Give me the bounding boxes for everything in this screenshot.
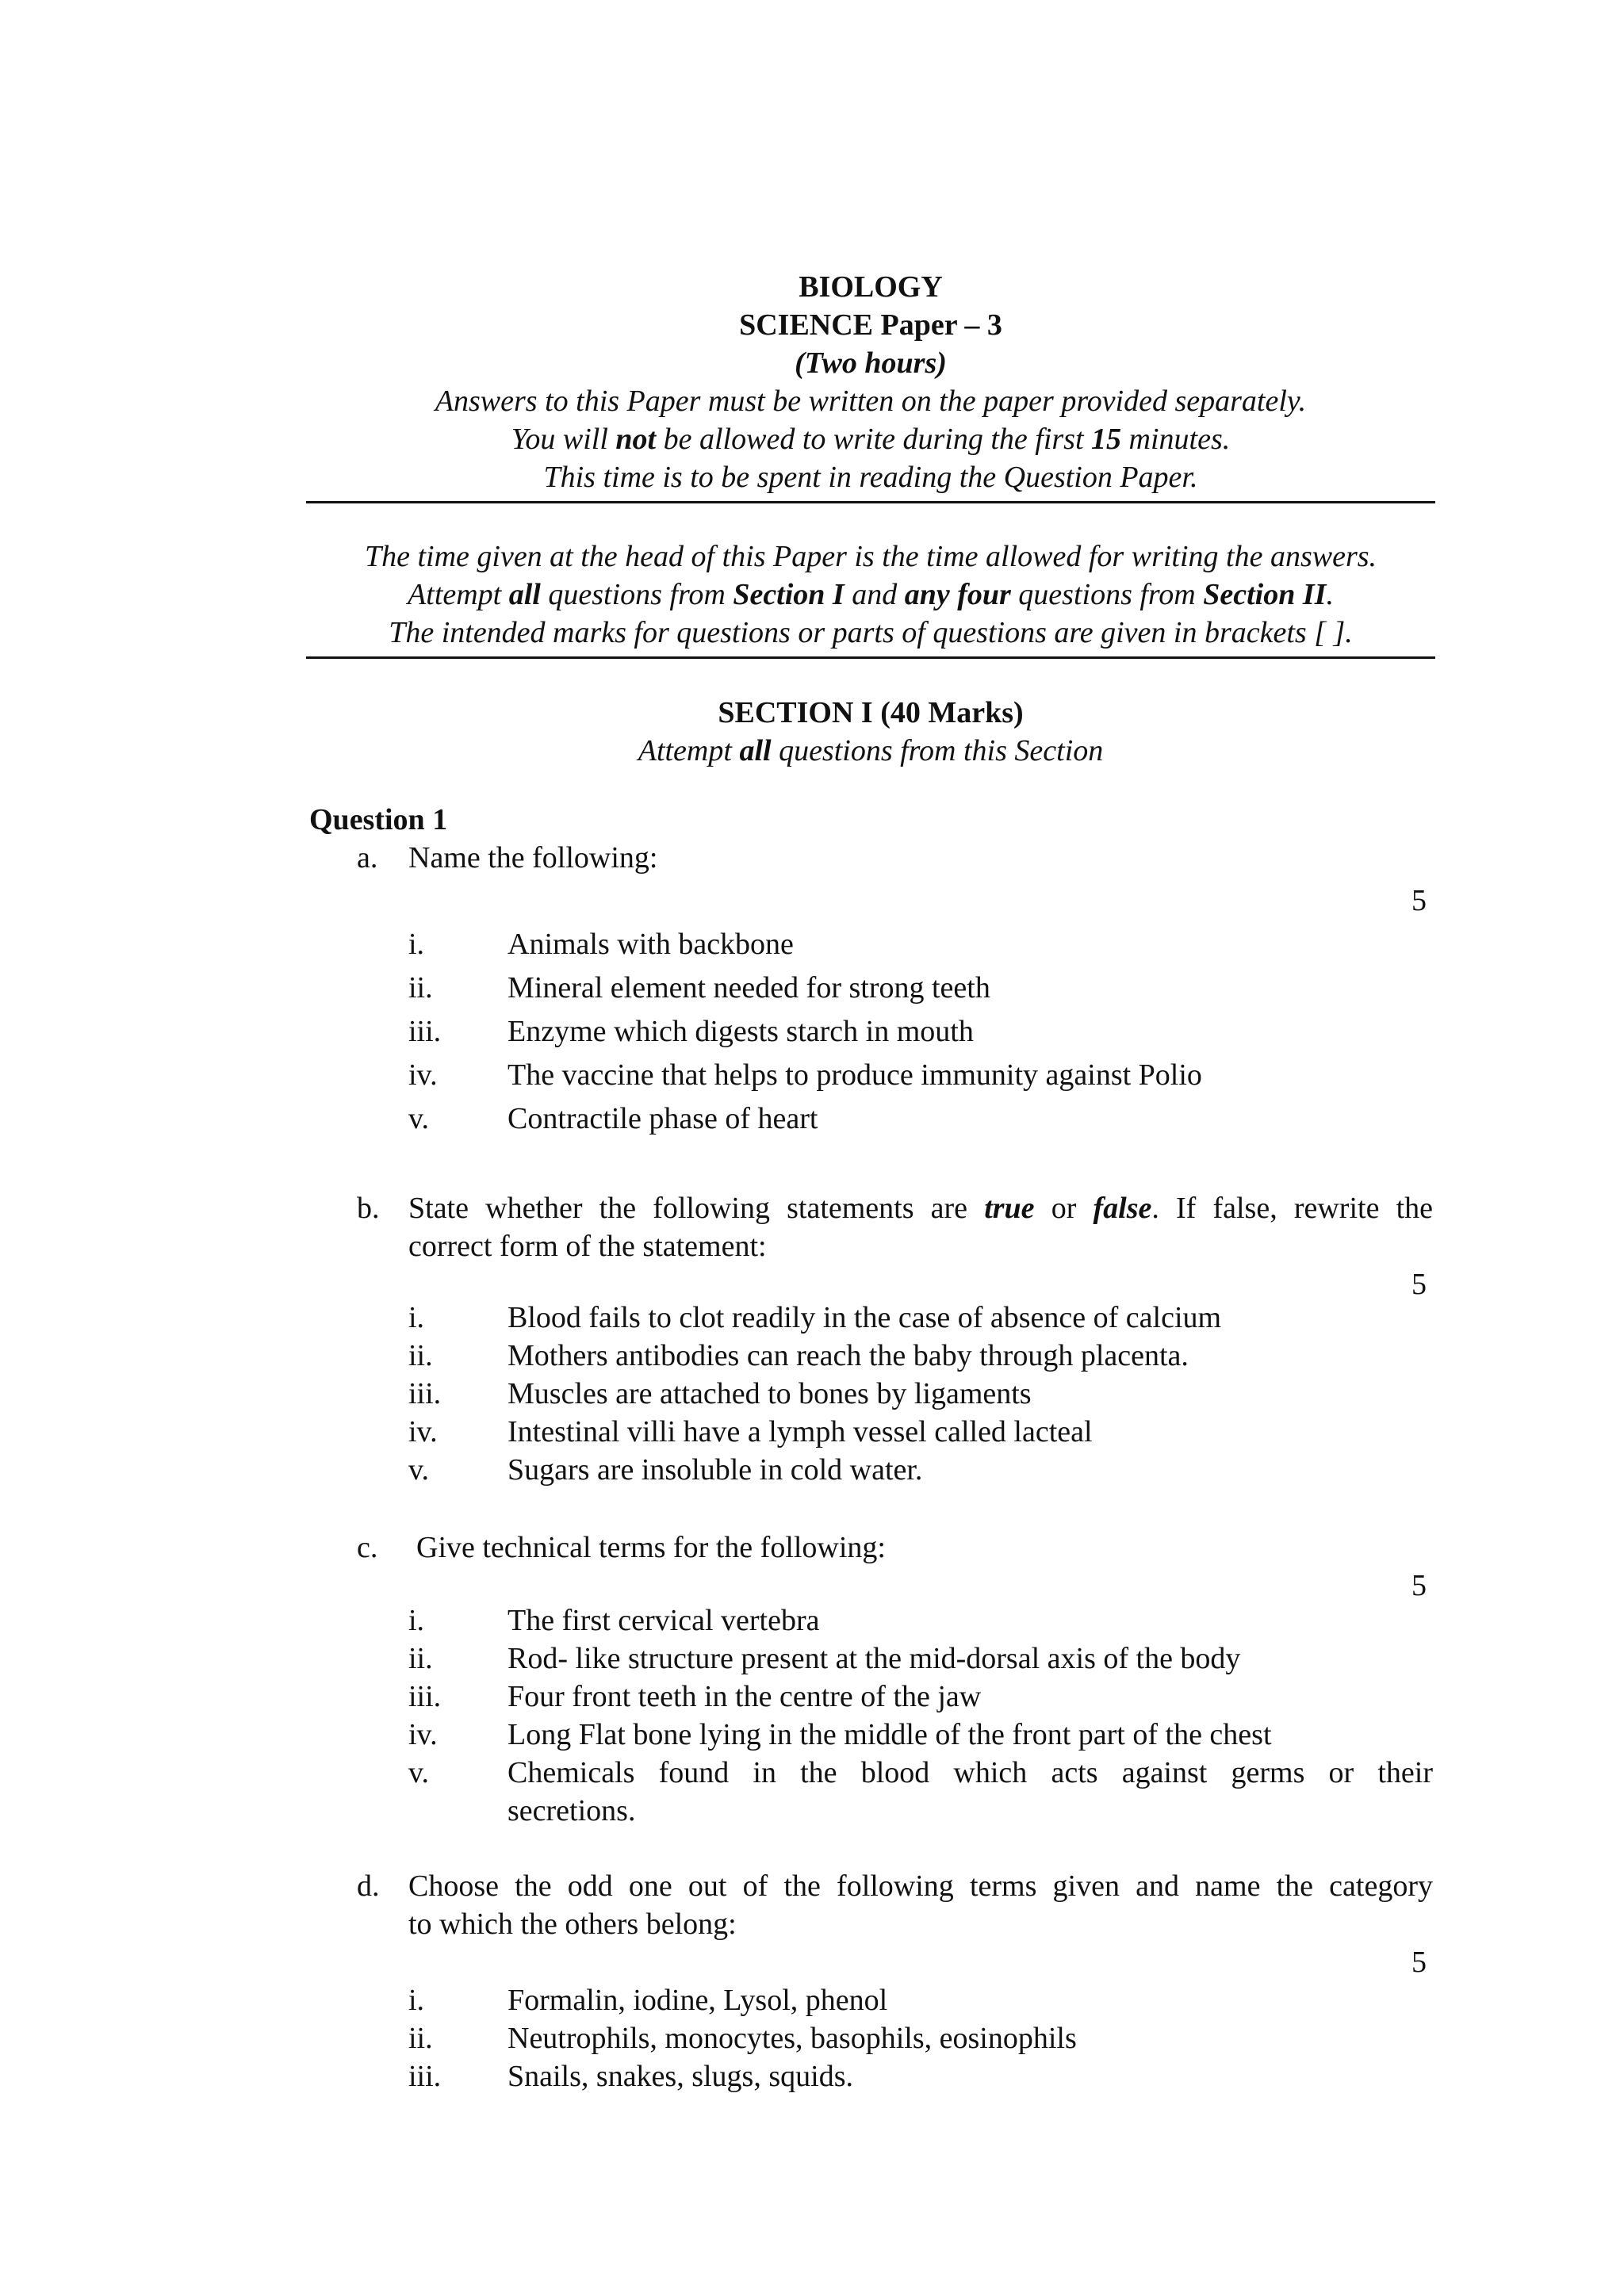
part-d-item-num: iii.: [408, 2060, 442, 2093]
question-title: Question 1: [309, 803, 448, 836]
part-b-item-num: v.: [408, 1453, 430, 1487]
part-a-item-text: Animals with backbone: [508, 928, 794, 961]
part-b-item-text: Muscles are attached to bones by ligaments: [508, 1377, 1032, 1410]
part-b-item-num: ii.: [408, 1339, 433, 1372]
part-c-item-num: iv.: [408, 1718, 438, 1751]
section-subtitle: Attempt all questions from this Section: [638, 734, 1104, 767]
note-line-1: The time given at the head of this Paper is the time allowed for writing the answers.: [364, 540, 1377, 573]
instruction-line-3: This time is to be spent in reading the Question Paper.: [543, 461, 1198, 494]
subject-title: BIOLOGY: [799, 270, 943, 304]
part-c-prompt: Give technical terms for the following:: [416, 1531, 886, 1564]
part-b-prompt-line-2: correct form of the statement:: [408, 1230, 767, 1263]
part-c-item-text: Rod- like structure present at the mid-dorsal axis of the body: [508, 1642, 1241, 1675]
header-divider-bottom: [306, 656, 1435, 659]
header-divider-top: [306, 501, 1435, 503]
part-c-item-num: i.: [408, 1604, 425, 1637]
part-a-item-text: Mineral element needed for strong teeth: [508, 971, 990, 1004]
part-c-item-text: Long Flat bone lying in the middle of the front part of the chest: [508, 1718, 1272, 1751]
part-b-item-text: Sugars are insoluble in cold water.: [508, 1453, 923, 1487]
part-d-item-num: i.: [408, 1984, 425, 2017]
part-a-item-num: iv.: [408, 1058, 438, 1092]
part-d-prompt-line-1: Choose the odd one out of the following terms given and name the category: [408, 1869, 1433, 1903]
part-c-item-text-line-1: Chemicals found in the blood which acts against germs or their: [508, 1756, 1433, 1789]
part-c-label: c.: [357, 1531, 378, 1564]
part-d-item-num: ii.: [408, 2022, 433, 2055]
part-a-label: a.: [357, 841, 378, 874]
part-a-prompt: Name the following:: [408, 841, 658, 874]
part-a-item-num: i.: [408, 928, 425, 961]
part-a-item-text: The vaccine that helps to produce immunity against Polio: [508, 1058, 1202, 1092]
part-d-label: d.: [357, 1869, 380, 1903]
instruction-line-1: Answers to this Paper must be written on the paper provided separately.: [435, 385, 1307, 418]
part-d-item-text: Snails, snakes, slugs, squids.: [508, 2060, 853, 2093]
part-b-item-text: Mothers antibodies can reach the baby through placenta.: [508, 1339, 1189, 1372]
part-b-item-text: Blood fails to clot readily in the case of absence of calcium: [508, 1301, 1222, 1334]
part-d-prompt-line-2: to which the others belong:: [408, 1908, 737, 1941]
part-c-item-text-line-2: secretions.: [508, 1794, 636, 1827]
part-a-marks: 5: [1411, 884, 1427, 917]
duration: (Two hours): [795, 346, 947, 380]
part-d-marks: 5: [1411, 1946, 1427, 1979]
part-a-item-num: ii.: [408, 971, 433, 1004]
part-c-item-num: ii.: [408, 1642, 433, 1675]
part-b-marks: 5: [1411, 1268, 1427, 1301]
paper-title: SCIENCE Paper – 3: [739, 308, 1002, 342]
part-b-prompt-line-1: State whether the following statements are true or false. If false, rewrite the: [408, 1192, 1433, 1225]
part-a-item-text: Enzyme which digests starch in mouth: [508, 1015, 974, 1048]
section-title: SECTION I (40 Marks): [718, 696, 1024, 729]
part-c-marks: 5: [1411, 1569, 1427, 1602]
part-c-item-num: v.: [408, 1756, 430, 1789]
part-b-item-num: i.: [408, 1301, 425, 1334]
part-a-item-num: iii.: [408, 1015, 442, 1048]
part-d-item-text: Neutrophils, monocytes, basophils, eosinophils: [508, 2022, 1077, 2055]
part-c-item-num: iii.: [408, 1680, 442, 1713]
note-line-3: The intended marks for questions or parts of questions are given in brackets [ ].: [389, 616, 1353, 649]
note-line-2: Attempt all questions from Section I and any four questions from Section II.: [408, 578, 1334, 611]
part-c-item-text: The first cervical vertebra: [508, 1604, 820, 1637]
part-b-item-num: iii.: [408, 1377, 442, 1410]
part-b-item-text: Intestinal villi have a lymph vessel called lacteal: [508, 1415, 1093, 1448]
part-c-item-text: Four front teeth in the centre of the jaw: [508, 1680, 982, 1713]
part-a-item-text: Contractile phase of heart: [508, 1102, 818, 1135]
part-a-item-num: v.: [408, 1102, 430, 1135]
instruction-line-2: You will not be allowed to write during the first 15 minutes.: [511, 423, 1231, 456]
part-b-item-num: iv.: [408, 1415, 438, 1448]
part-b-label: b.: [357, 1192, 380, 1225]
part-d-item-text: Formalin, iodine, Lysol, phenol: [508, 1984, 888, 2017]
